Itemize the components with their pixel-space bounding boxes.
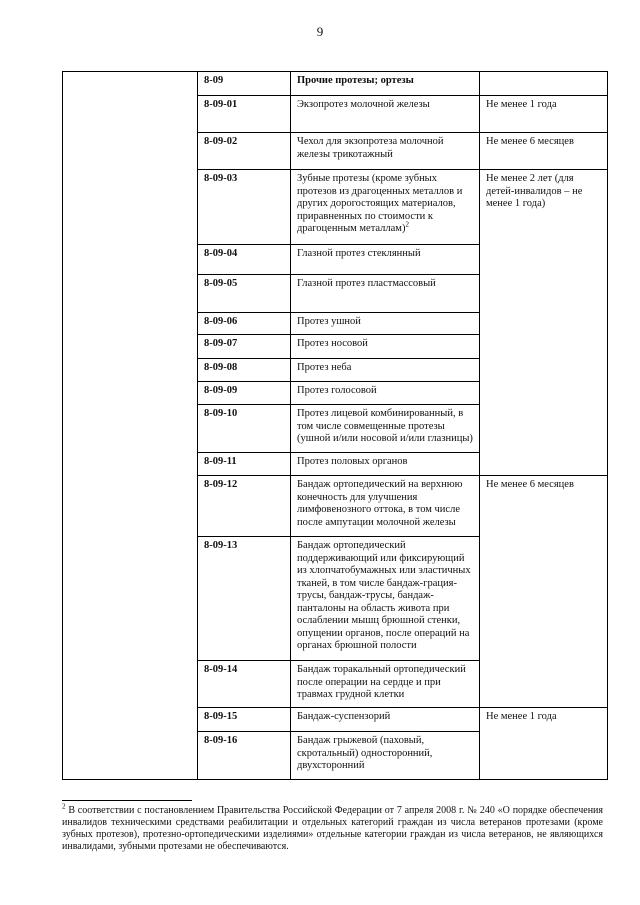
term-text: Не менее 6 месяцев <box>486 136 574 147</box>
code-cell <box>198 453 291 476</box>
code-cell <box>198 275 291 313</box>
code-text: 8-09-16 <box>204 735 238 746</box>
name-text: Протез носовой <box>297 338 368 349</box>
empty-left-column <box>63 72 198 780</box>
name-text: Бандаж грыжевой (паховый, скротальный) односторонний, двухсторонний <box>297 735 433 771</box>
code-text: 8-09-15 <box>204 711 238 722</box>
name-cell <box>291 275 480 313</box>
code-text: 8-09-04 <box>204 248 238 259</box>
name-text: Бандаж ортопедический поддерживающий или фиксирующий из хлопчатобумажных или эластичных тканей, в том числе бандаж-грация-трусы, бандаж-трусы, бандаж-панталоны на область живота при ослаблении мышц брюшной стенки, опущении органов, после операций на органах брюшной полости <box>297 540 471 651</box>
footnote <box>62 802 603 853</box>
name-text: Бандаж-суспензорий <box>297 711 391 722</box>
name-text: Чехол для экзопротеза молочной железы трикотажный <box>297 136 444 160</box>
footnote-separator <box>62 800 192 801</box>
name-cell <box>291 453 480 476</box>
code-cell <box>198 732 291 780</box>
code-cell <box>198 405 291 453</box>
name-cell <box>291 382 480 405</box>
name-cell <box>291 537 480 661</box>
page-number: 9 <box>316 24 324 39</box>
code-text: 8-09-12 <box>204 479 238 490</box>
term-text: Не менее 6 месяцев <box>486 479 574 490</box>
name-cell <box>291 661 480 708</box>
code-text: 8-09-07 <box>204 338 238 349</box>
code-text: 8-09-09 <box>204 385 238 396</box>
name-cell <box>291 405 480 453</box>
name-cell <box>291 72 480 96</box>
term-cell <box>480 476 608 708</box>
code-cell <box>198 245 291 275</box>
term-cell <box>480 133 608 170</box>
table-row <box>63 72 608 96</box>
code-cell <box>198 359 291 382</box>
name-text: Протез половых органов <box>297 456 408 467</box>
code-text: 8-09-10 <box>204 408 238 419</box>
code-cell <box>198 708 291 732</box>
code-text: 8-09-05 <box>204 278 238 289</box>
code-cell <box>198 133 291 170</box>
term-text: Не менее 2 лет (для детей-инвалидов – не менее 1 года) <box>486 173 583 209</box>
term-text <box>480 72 607 77</box>
name-text: Бандаж торакальный ортопедический после операции на сердце и при травмах грудной клетки <box>297 664 466 700</box>
code-text: 8-09-08 <box>204 362 238 373</box>
table-body <box>63 72 608 780</box>
code-text: 8-09-13 <box>204 540 238 551</box>
code-cell <box>198 313 291 335</box>
code-text: 8-09-03 <box>204 173 238 184</box>
code-cell <box>198 335 291 359</box>
name-cell <box>291 359 480 382</box>
term-cell <box>480 170 608 476</box>
code-cell <box>198 170 291 245</box>
term-text: Не менее 1 года <box>486 99 557 110</box>
code-text: 8-09-14 <box>204 664 238 675</box>
name-cell <box>291 245 480 275</box>
code-text: 8-09-06 <box>204 316 238 327</box>
name-text: Бандаж ортопедический на верхнюю конечность для улучшения лимфовенозного оттока, в том числе после ампутации молочной железы <box>297 479 463 528</box>
code-cell <box>198 382 291 405</box>
name-text: Прочие протезы; ортезы <box>297 75 414 86</box>
code-text: 8-09-11 <box>204 456 237 467</box>
code-text: 8-09 <box>204 75 224 86</box>
name-cell <box>291 133 480 170</box>
name-cell <box>291 170 480 245</box>
code-cell <box>198 96 291 133</box>
name-text: Протез голосовой <box>297 385 377 396</box>
code-text: 8-09-02 <box>204 136 238 147</box>
footnote-mark: 2 <box>62 802 66 811</box>
name-text: Глазной протез стеклянный <box>297 248 421 259</box>
code-cell <box>198 537 291 661</box>
name-cell <box>291 96 480 133</box>
name-cell <box>291 335 480 359</box>
footnote-text: В соответствии с постановлением Правительства Российской Федерации от 7 апреля 2008 г. № 240 «О порядке обеспечения инвалидов техническими средствами реабилитации и отдельных категорий граждан из числа ветеранов протезами (кроме зубных протезов), протезно-ортопедическими изделиями» отдельные категории граждан из числа ветеранов, не являющихся инвалидами, зубными протезами не обеспечиваются. <box>62 805 603 852</box>
prosthetics-table <box>62 71 608 780</box>
term-text: Не менее 1 года <box>486 711 557 722</box>
code-cell <box>198 476 291 537</box>
name-cell <box>291 476 480 537</box>
name-cell <box>291 732 480 780</box>
name-cell <box>291 313 480 335</box>
name-text: Экзопротез молочной железы <box>297 99 430 110</box>
name-text: Глазной протез пластмассовый <box>297 278 436 289</box>
code-cell <box>198 661 291 708</box>
term-cell <box>480 708 608 780</box>
name-text: Протез неба <box>297 362 352 373</box>
name-text: Протез лицевой комбинированный, в том числе совмещенные протезы (ушной и/или носовой и/или глазницы) <box>297 408 473 444</box>
name-text: Зубные протезы (кроме зубных протезов из драгоценных металлов и других дорогостоящих материалов, приравненных по стоимости к драгоценным металлам) <box>297 173 463 234</box>
name-cell <box>291 708 480 732</box>
code-text: 8-09-01 <box>204 99 238 110</box>
term-cell <box>480 72 608 96</box>
footnote-reference: 2 <box>405 220 409 229</box>
code-cell <box>198 72 291 96</box>
term-cell <box>480 96 608 133</box>
name-text: Протез ушной <box>297 316 361 327</box>
